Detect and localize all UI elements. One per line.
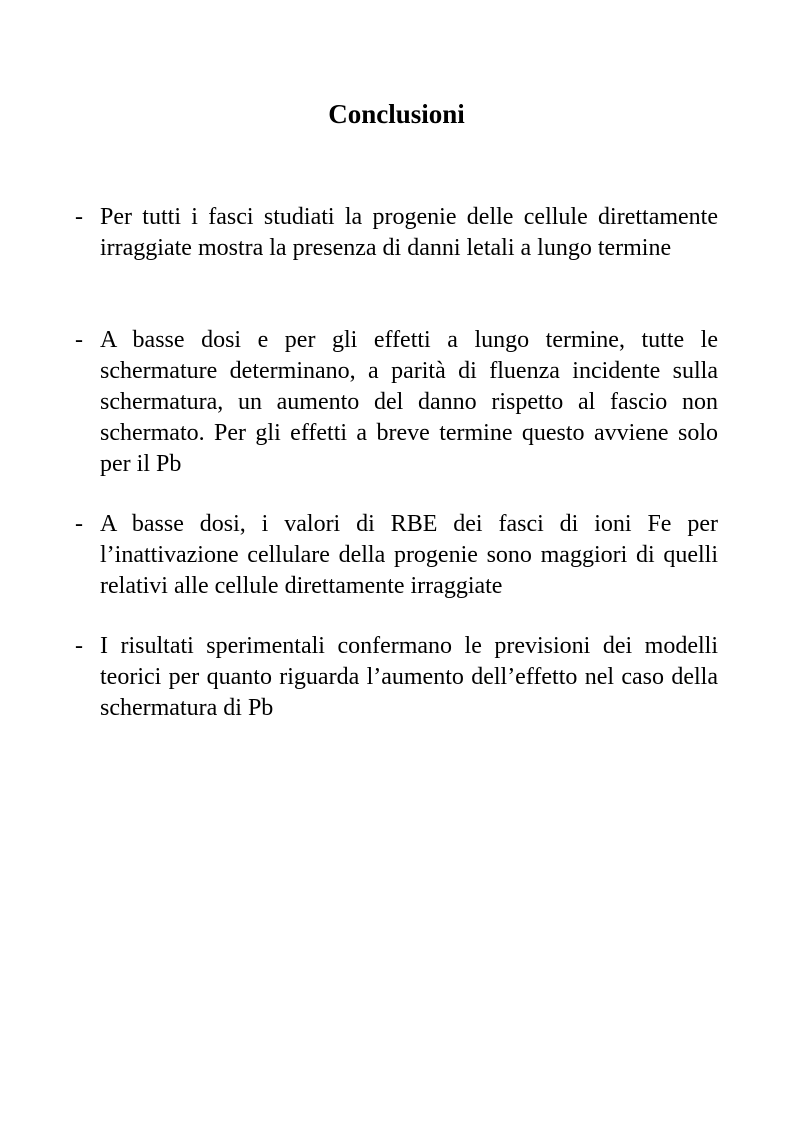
dash-bullet: -: [75, 204, 83, 230]
dash-bullet: -: [75, 327, 83, 353]
list-item-text: Per tutti i fasci studiati la progenie delle cellule direttamente irraggiate mostra la presenza di danni letali a lungo termine: [100, 204, 718, 261]
dash-bullet: -: [75, 511, 83, 537]
list-item-text: A basse dosi e per gli effetti a lungo termine, tutte le schermature determinano, a parità di fluenza incidente sulla schermatura, un aumento del danno rispetto al fascio non schermato. Per gli effetti a breve termine questo avviene solo per il Pb: [100, 327, 718, 477]
list-item-text: A basse dosi, i valori di RBE dei fasci di ioni Fe per l’inattivazione cellulare della progenie sono maggiori di quelli relativi alle cellule direttamente irraggiate: [100, 511, 718, 599]
list-item-text: I risultati sperimentali confermano le previsioni dei modelli teorici per quanto riguarda l’aumento dell’effetto nel caso della schermatura di Pb: [100, 633, 718, 721]
dash-bullet: -: [75, 633, 83, 659]
page-title: Conclusioni: [328, 99, 465, 129]
